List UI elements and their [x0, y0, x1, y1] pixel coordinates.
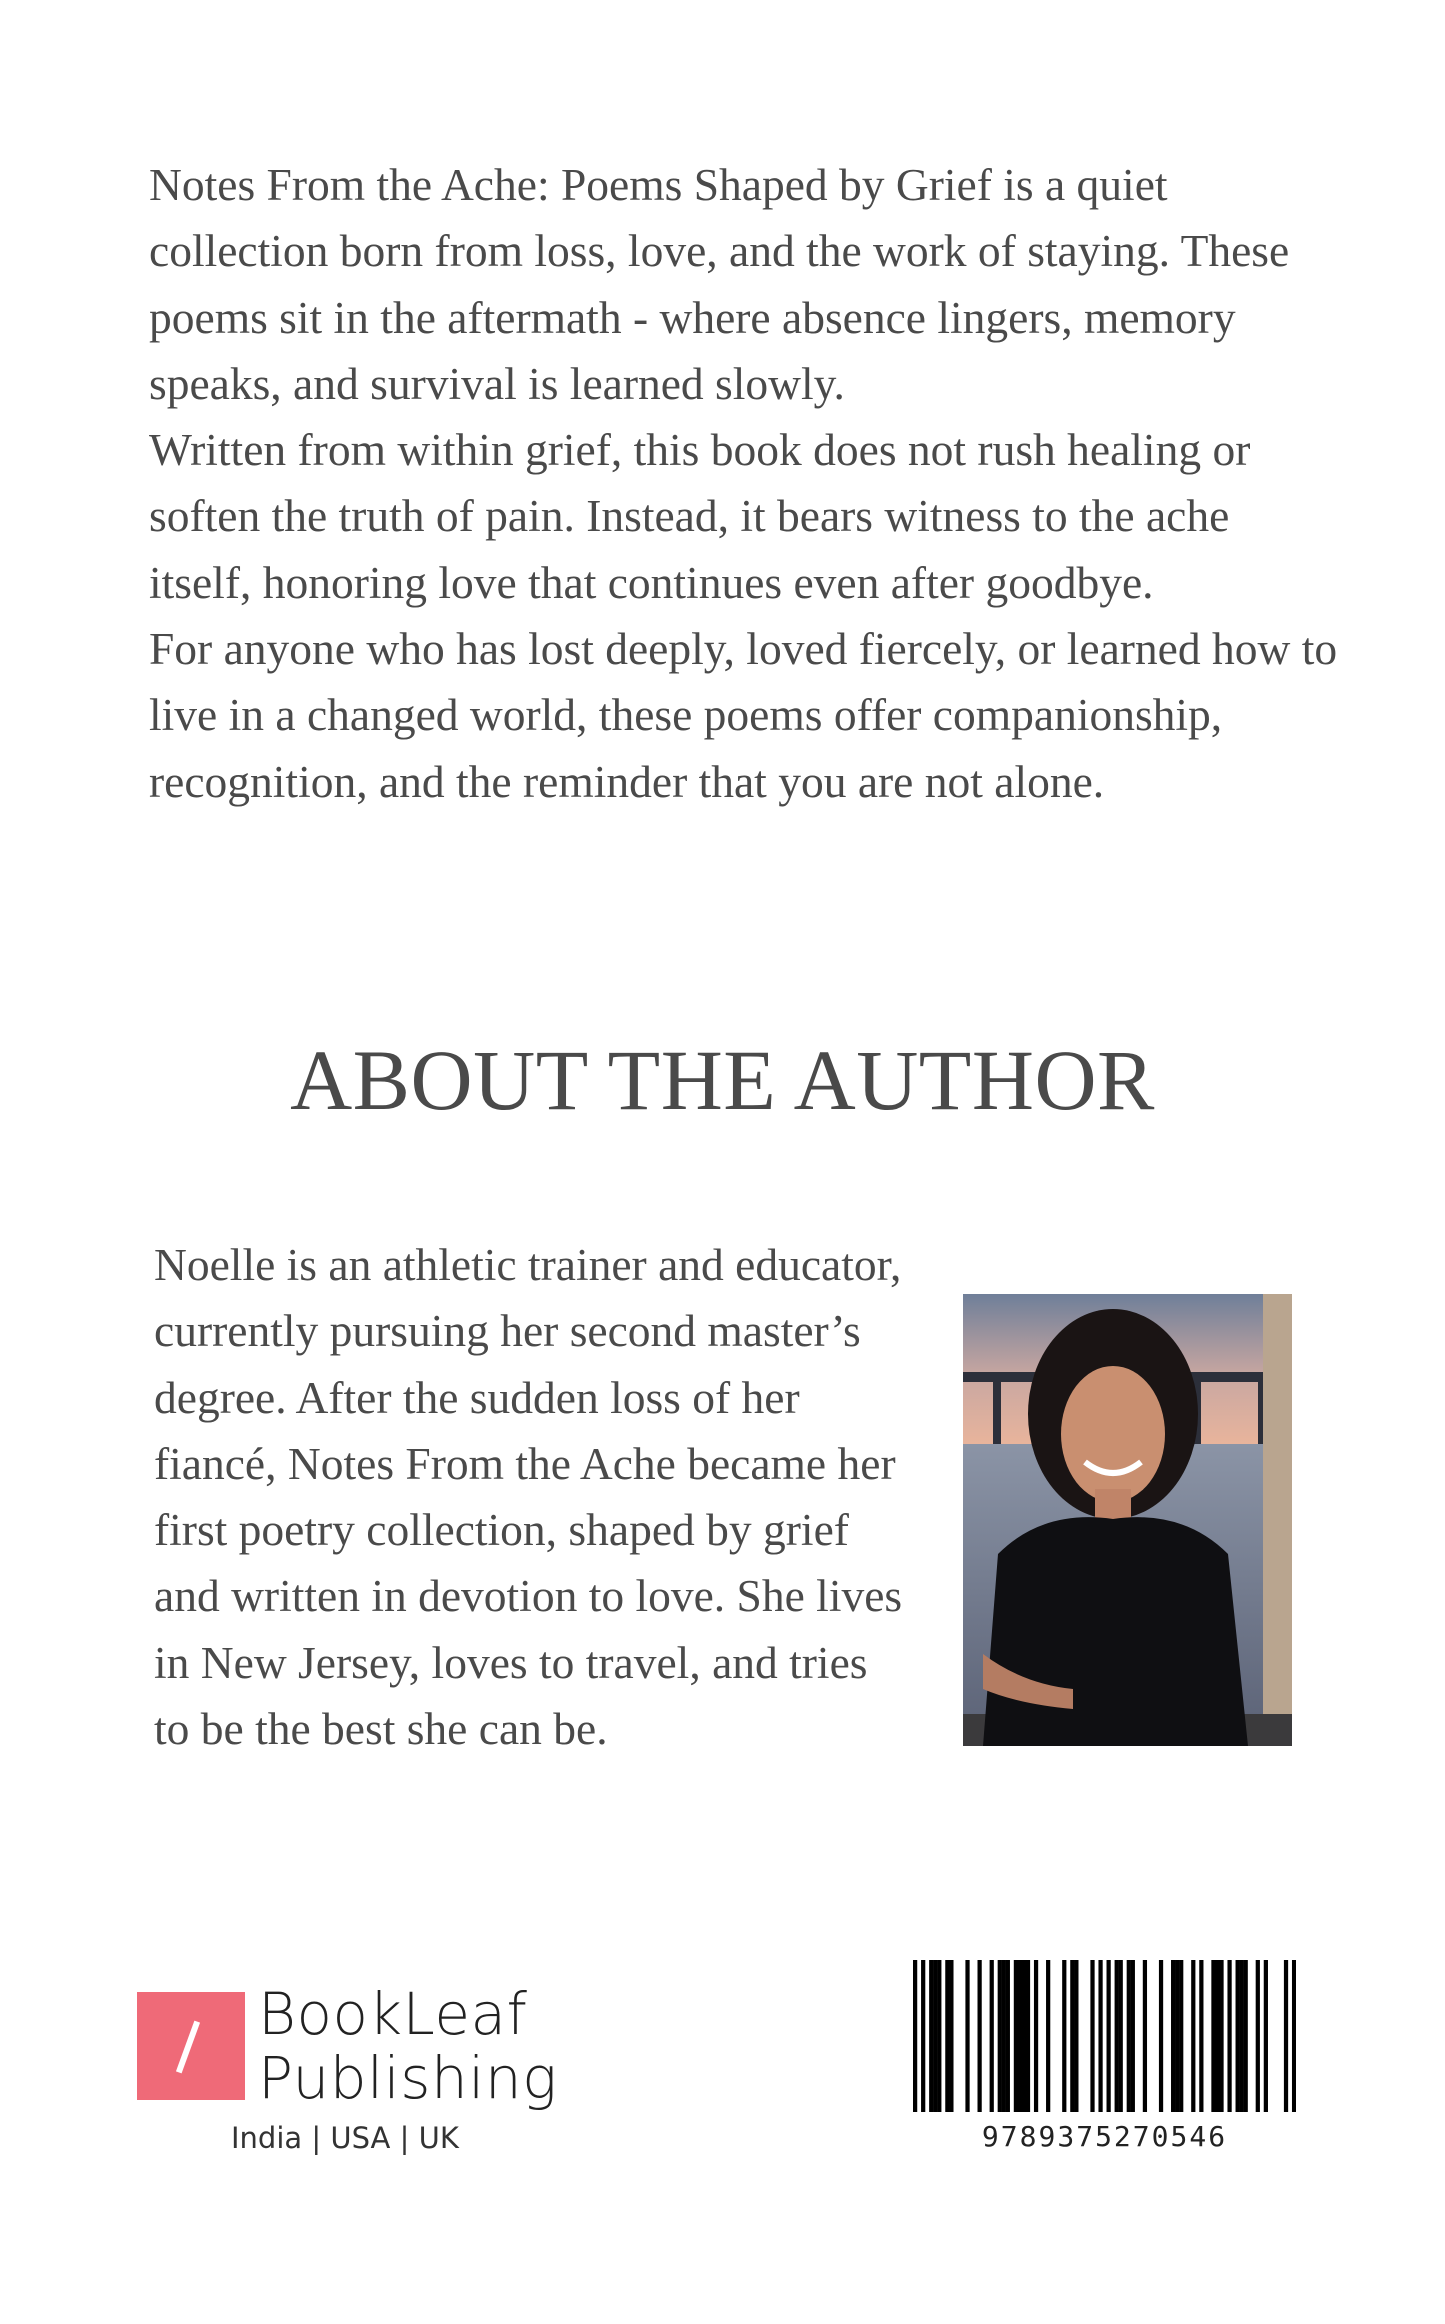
barcode-bar: [933, 1960, 937, 2112]
barcode-bar: [1219, 1960, 1223, 2112]
barcode-bar: [1127, 1960, 1131, 2112]
barcode-bar: [998, 1960, 1002, 2112]
barcode-bar: [1131, 1960, 1135, 2112]
isbn-number: 9789375270546: [981, 2120, 1228, 2153]
barcode-bar: [1175, 1960, 1179, 2112]
barcode-bar: [1074, 1960, 1078, 2112]
barcode-bar: [1227, 1960, 1231, 2112]
barcode-bar: [1014, 1960, 1018, 2112]
barcode-bar: [1211, 1960, 1215, 2112]
author-bio: Noelle is an athletic trainer and educator, currently pursuing her second master’s degree. After the sudden loss of her fiancé, Notes From the Ache became her first poetry collection, shaped by grief and written in devotion to love. She lives in New Jersey, loves to travel, and tries to be the best she can be.: [154, 1239, 903, 1755]
barcode-bar: [1022, 1960, 1026, 2112]
barcode-bar: [1215, 1960, 1219, 2112]
barcode-bar: [1070, 1960, 1074, 2112]
barcode-bar: [1292, 1960, 1296, 2112]
barcode-bar: [1002, 1960, 1006, 2112]
barcode-bar: [1191, 1960, 1195, 2112]
barcode-bar: [937, 1960, 941, 2112]
barcode-bar: [1119, 1960, 1123, 2112]
barcode-bar: [949, 1960, 953, 2112]
isbn-barcode: [913, 1960, 1296, 2112]
description-paragraph-3: For anyone who has lost deeply, loved fiercely, or learned how to live in a changed world, these poems offer companionship, recognition, and the reminder that you are not alone.: [149, 623, 1338, 807]
barcode-bar: [978, 1960, 982, 2112]
barcode-bar: [1179, 1960, 1183, 2112]
publisher-name: [258, 1982, 557, 2110]
barcode-bar: [1171, 1960, 1175, 2112]
barcode-bar: [1256, 1960, 1260, 2112]
barcode-bar: [1006, 1960, 1010, 2112]
about-author-heading: ABOUT THE AUTHOR: [290, 1032, 1155, 1128]
book-description: [149, 152, 1339, 815]
barcode-bar: [913, 1960, 917, 2112]
publisher-name-line1: BookLeaf: [258, 1980, 528, 2048]
barcode-bar: [1034, 1960, 1038, 2112]
publisher-locations: India | USA | UK: [231, 2121, 459, 2155]
slash-icon: [176, 2021, 200, 2074]
description-paragraph-1: Notes From the Ache: Poems Shaped by Grief is a quiet collection born from loss, love, and the work of staying. These poems sit in the aftermath - where absence lingers, memory speaks, and survival is learned slowly.: [149, 159, 1290, 409]
barcode-bar: [1018, 1960, 1022, 2112]
barcode-bar: [1098, 1960, 1102, 2112]
barcode-bar: [1199, 1960, 1203, 2112]
barcode-bar: [1264, 1960, 1268, 2112]
barcode-bar: [1107, 1960, 1111, 2112]
barcode-bar: [1236, 1960, 1240, 2112]
barcode-bar: [1284, 1960, 1288, 2112]
barcode-bar: [965, 1960, 969, 2112]
publisher-name-line2: Publishing: [258, 2044, 558, 2112]
barcode-bar: [1026, 1960, 1030, 2112]
barcode-bar: [1240, 1960, 1244, 2112]
barcode-bar: [990, 1960, 994, 2112]
barcode-bar: [1244, 1960, 1248, 2112]
bookleaf-logo: [137, 1992, 245, 2100]
author-photo-illustration: [963, 1294, 1292, 1746]
barcode-bar: [1143, 1960, 1147, 2112]
barcode-bar: [1159, 1960, 1163, 2112]
barcode-bar: [945, 1960, 949, 2112]
barcode-bar: [921, 1960, 925, 2112]
barcode-bar: [1090, 1960, 1094, 2112]
description-paragraph-2: Written from within grief, this book does not rush healing or soften the truth of pain. Instead, it bears witness to the ache itself, honoring love that continues even after goodbye.: [149, 424, 1251, 608]
barcode-bar: [1115, 1960, 1119, 2112]
barcode-bar: [929, 1960, 933, 2112]
author-photo: [963, 1294, 1292, 1746]
barcode-bar: [1046, 1960, 1050, 2112]
barcode-bar: [1062, 1960, 1066, 2112]
